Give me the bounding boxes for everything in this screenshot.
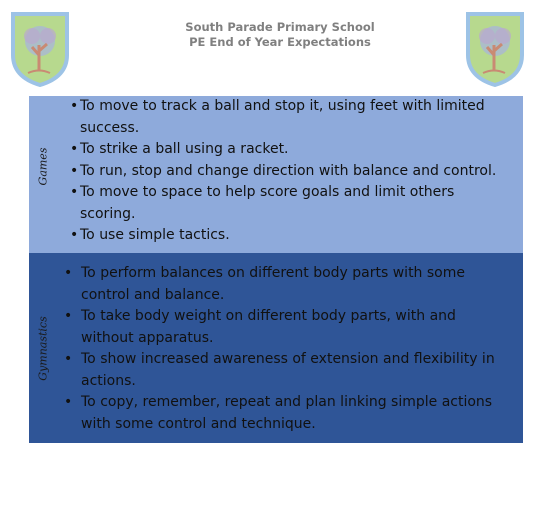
games-label	[33, 96, 53, 236]
games-label-text: Games	[36, 147, 50, 185]
list-item: • To move to space to help score goals and limit others scoring.	[80, 182, 510, 225]
list-item: • To copy, remember, repeat and plan linking simple actions with some control and technique.	[81, 392, 511, 435]
list-item: • To run, stop and change direction with balance and control.	[80, 161, 510, 183]
school-crest-icon	[10, 11, 70, 87]
gymnastics-label	[33, 253, 53, 443]
list-item: • To show increased awareness of extension and flexibility in actions.	[81, 349, 511, 392]
school-crest-icon	[465, 11, 525, 87]
gymnastics-label-text: Gymnastics	[36, 315, 50, 381]
list-item: • To move to track a ball and stop it, using feet with limited success.	[80, 96, 510, 139]
document-title: PE End of Year Expectations	[189, 35, 371, 49]
list-item: • To strike a ball using a racket.	[80, 139, 510, 161]
list-item: • To take body weight on different body parts, with and without apparatus.	[81, 306, 511, 349]
gymnastics-section	[29, 253, 523, 443]
document-header	[120, 20, 440, 50]
list-item: • To perform balances on different body parts with some control and balance.	[81, 263, 511, 306]
gymnastics-list	[81, 263, 511, 435]
list-item: • To use simple tactics.	[80, 225, 510, 247]
games-list	[80, 96, 510, 247]
games-section	[29, 96, 523, 253]
school-name: South Parade Primary School	[185, 20, 375, 34]
